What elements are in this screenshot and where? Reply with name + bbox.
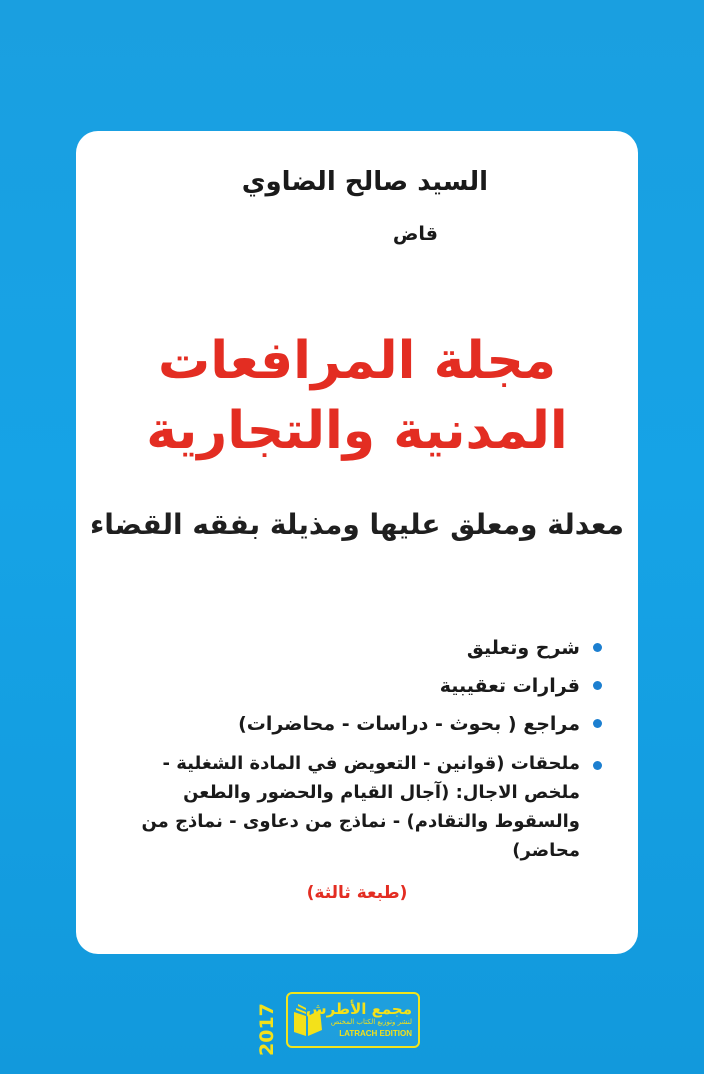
author-name: السيد صالح الضاوي — [241, 167, 488, 197]
publisher-name-en: LATRACH EDITION — [339, 1029, 412, 1038]
feature-item — [112, 631, 602, 665]
author-role: قاض — [392, 223, 438, 245]
feature-item — [112, 749, 602, 865]
book-title-line2: المدنية والتجارية — [146, 401, 568, 461]
book-title — [76, 326, 638, 466]
cover-panel — [76, 131, 638, 954]
publisher-logo — [286, 992, 420, 1048]
features-list — [112, 631, 602, 869]
bullet-icon — [593, 719, 602, 728]
publication-year: 2017 — [256, 1003, 278, 1057]
feature-text: مراجع ( بحوث - دراسات - محاضرات) — [238, 713, 580, 735]
feature-text: قرارات تعقيبية — [439, 675, 580, 697]
bullet-icon — [593, 681, 602, 690]
feature-text: شرح وتعليق — [466, 637, 580, 659]
bullet-icon — [593, 643, 602, 652]
feature-item — [112, 669, 602, 703]
book-subtitle: معدلة ومعلق عليها ومذيلة بفقه القضاء — [89, 508, 625, 541]
edition-label: (طبعة ثالثة) — [306, 883, 408, 903]
publisher-name-ar: مجمع الأطرش — [305, 1000, 412, 1018]
bullet-icon — [593, 761, 602, 770]
feature-text: ملحقات (قوانين - التعويض في المادة الشغلية - ملخص الاجال: (آجال القيام والحضور والطعن والسقوط والتقادم) - نماذج من دعاوى - نماذج من محاضر) — [141, 753, 580, 861]
publisher-tagline: لنشر وتوزيع الكتاب المختص — [330, 1018, 412, 1026]
book-title-line1: مجلة المرافعات — [157, 331, 557, 391]
feature-item — [112, 707, 602, 741]
